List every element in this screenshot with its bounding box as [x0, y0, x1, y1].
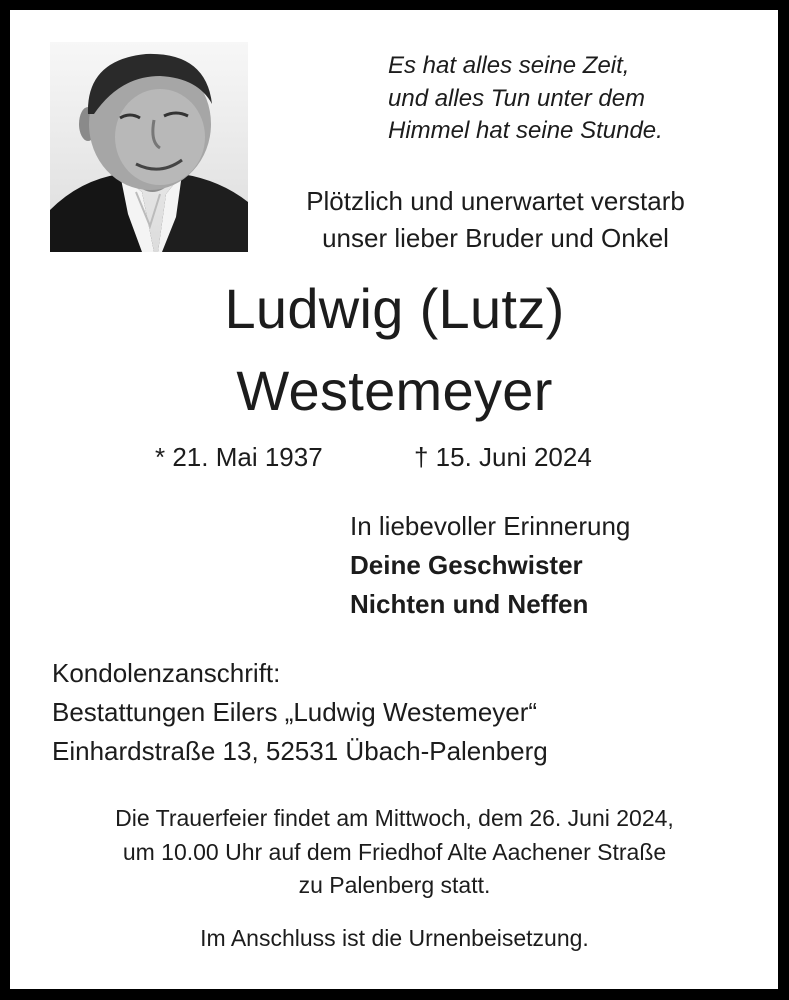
address-line: Einhardstraße 13, 52531 Übach-Palenberg: [52, 736, 548, 766]
condolence-address: [52, 654, 548, 771]
mourner-line: Deine Geschwister: [350, 550, 583, 580]
urn-burial-note: Im Anschluss ist die Urnenbeisetzung.: [200, 925, 589, 951]
service-line: zu Palenberg statt.: [298, 872, 491, 898]
verse-line: Es hat alles seine Zeit,: [388, 52, 630, 79]
announcement-line: Plötzlich und unerwartet verstarb: [306, 186, 685, 216]
announcement-line: unser lieber Bruder und Onkel: [322, 223, 669, 253]
verse-line: und alles Tun unter dem: [388, 84, 646, 112]
verse-line: Himmel hat seine Stunde.: [388, 117, 663, 144]
service-line: um 10.00 Uhr auf dem Friedhof Alte Aachener Straße: [122, 838, 667, 865]
mourner-line: Nichten und Neffen: [350, 589, 589, 619]
birth-date: * 21. Mai 1937: [155, 442, 323, 472]
condolence-label: Kondolenzanschrift:: [52, 658, 281, 688]
bible-verse: [388, 50, 663, 148]
mourners-block: [350, 507, 630, 624]
portrait-photo: [50, 42, 248, 252]
memory-intro: In liebevoller Erinnerung: [350, 511, 631, 541]
deceased-first-name: Ludwig (Lutz): [224, 277, 565, 340]
death-announcement: [252, 183, 739, 257]
death-date: † 15. Juni 2024: [414, 442, 592, 472]
address-line: Bestattungen Eilers „Ludwig Westemeyer“: [52, 697, 538, 727]
service-line: Die Trauerfeier findet am Mittwoch, dem 26. Juni 2024,: [115, 805, 674, 831]
deceased-last-name: Westemeyer: [236, 359, 553, 422]
funeral-service-info: [0, 802, 789, 903]
